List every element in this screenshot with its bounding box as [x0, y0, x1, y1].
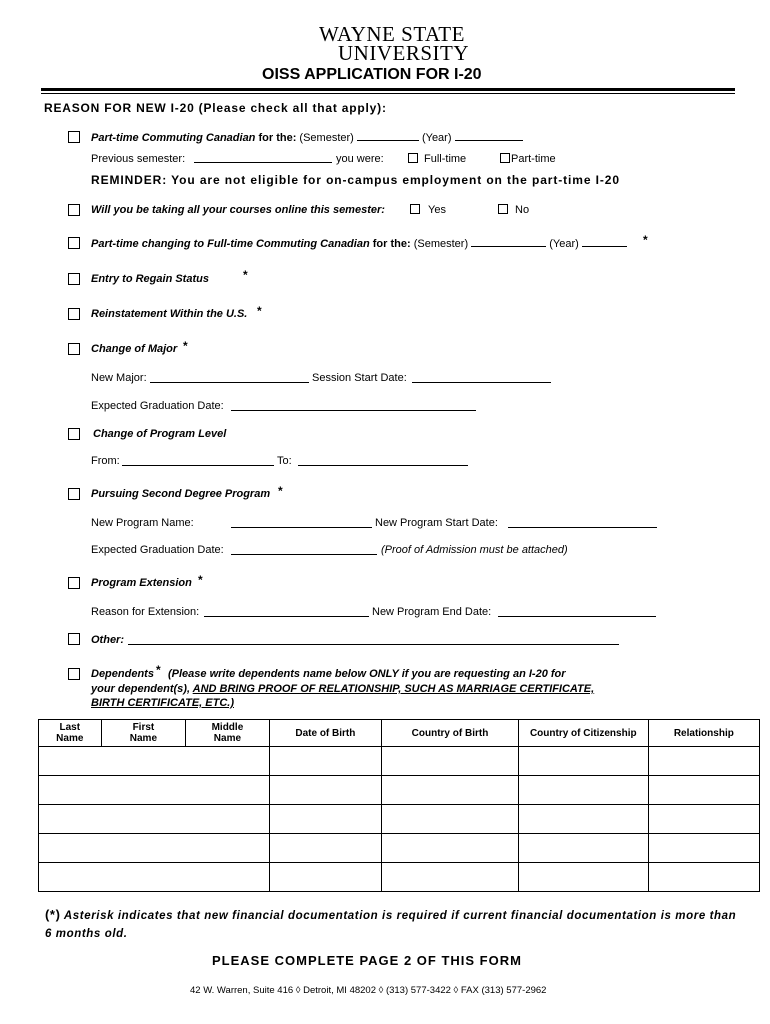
table-cell[interactable] — [269, 863, 381, 892]
dependents-note-line2-underlined: AND BRING PROOF OF RELATIONSHIP, SUCH AS MARRIAGE CERTIFICATE, — [192, 683, 595, 695]
new-major-label: New Major: — [91, 372, 147, 384]
part-time-commuting-label: Part-time Commuting Canadian — [91, 132, 256, 144]
asterisk-change-major: * — [183, 339, 188, 353]
second-expected-grad-label: Expected Graduation Date: — [91, 544, 224, 556]
major-expected-grad-field[interactable] — [231, 401, 476, 411]
regain-status-label: Entry to Regain Status — [91, 273, 209, 285]
table-cell[interactable] — [39, 805, 270, 834]
dependents-label: Dependents — [91, 668, 154, 680]
table-cell[interactable] — [518, 747, 648, 776]
regain-status-checkbox[interactable] — [68, 273, 80, 285]
table-cell[interactable] — [518, 805, 648, 834]
table-cell[interactable] — [518, 863, 648, 892]
office-address: 42 W. Warren, Suite 416 ◊ Detroit, MI 48202 ◊ (313) 577-3422 ◊ FAX (313) 577-2962 — [190, 985, 547, 996]
session-start-label: Session Start Date: — [312, 372, 407, 384]
part-time-label: Part-time — [511, 153, 556, 165]
please-complete-text: PLEASE COMPLETE PAGE 2 OF THIS FORM — [212, 953, 522, 968]
second-degree-label: Pursuing Second Degree Program — [91, 488, 271, 500]
part-time-checkbox[interactable] — [500, 153, 510, 163]
online-no-label: No — [515, 204, 530, 216]
other-checkbox[interactable] — [68, 633, 80, 645]
online-no-checkbox[interactable] — [498, 204, 508, 214]
part-time-commuting-row — [91, 131, 523, 144]
reason-heading: REASON FOR NEW I-20 (Please check all that apply): — [44, 101, 387, 115]
proof-admission-note: (Proof of Admission must be attached) — [381, 544, 568, 556]
table-cell[interactable] — [39, 834, 270, 863]
program-extension-label: Program Extension — [91, 577, 192, 589]
session-start-field[interactable] — [412, 373, 551, 383]
program-extension-checkbox[interactable] — [68, 577, 80, 589]
header-country-of-citizenship: Country of Citizenship — [518, 720, 648, 747]
table-header-row — [39, 720, 760, 747]
previous-semester-field[interactable] — [194, 153, 332, 163]
table-cell[interactable] — [382, 747, 519, 776]
asterisk-regain-status: * — [243, 268, 248, 282]
university-logo-line2: UNIVERSITY — [338, 41, 469, 65]
part-to-full-year-field[interactable] — [582, 237, 627, 247]
asterisk-dependents: * — [156, 663, 161, 677]
semester-field[interactable] — [357, 131, 419, 141]
asterisk-note-text: Asterisk indicates that new financial documentation is required if current financial documentation is more than 6 months old. — [45, 910, 737, 940]
part-time-commuting-checkbox[interactable] — [68, 131, 80, 143]
new-end-date-field[interactable] — [498, 607, 656, 617]
online-yes-checkbox[interactable] — [410, 204, 420, 214]
table-cell[interactable] — [382, 863, 519, 892]
table-cell[interactable] — [518, 834, 648, 863]
full-time-checkbox[interactable] — [408, 153, 418, 163]
reminder-text: REMINDER: You are not eligible for on-campus employment on the part-time I-20 — [91, 173, 620, 187]
semester-label: (Semester) — [299, 132, 354, 144]
dependents-checkbox[interactable] — [68, 668, 80, 680]
table-cell[interactable] — [382, 805, 519, 834]
table-cell[interactable] — [39, 776, 270, 805]
reason-extension-field[interactable] — [204, 607, 369, 617]
part-to-full-label: Part-time changing to Full-time Commuting Canadian — [91, 238, 370, 250]
table-cell[interactable] — [648, 834, 759, 863]
second-degree-checkbox[interactable] — [68, 488, 80, 500]
asterisk-note-mark: (*) — [45, 907, 61, 922]
change-major-checkbox[interactable] — [68, 343, 80, 355]
dependents-table — [38, 719, 760, 892]
other-field[interactable] — [128, 635, 619, 645]
header-country-of-birth: Country of Birth — [382, 720, 519, 747]
new-end-date-label: New Program End Date: — [372, 606, 492, 618]
reinstatement-label: Reinstatement Within the U.S. — [91, 308, 248, 320]
asterisk-second-degree: * — [278, 484, 283, 498]
part-to-full-for-the: for the: — [372, 238, 411, 250]
asterisk-part-to-full: * — [643, 233, 648, 247]
table-cell[interactable] — [648, 747, 759, 776]
table-cell[interactable] — [648, 863, 759, 892]
form-title: OISS APPLICATION FOR I-20 — [262, 66, 482, 83]
change-major-label: Change of Major — [91, 343, 178, 355]
asterisk-note — [45, 906, 745, 943]
table-row — [39, 747, 760, 776]
part-to-full-row — [91, 237, 627, 250]
part-to-full-semester-field[interactable] — [471, 237, 546, 247]
header-date-of-birth: Date of Birth — [269, 720, 381, 747]
table-cell[interactable] — [269, 776, 381, 805]
full-time-label: Full-time — [424, 153, 467, 165]
title-rule-thick — [41, 88, 735, 91]
header-relationship: Relationship — [648, 720, 759, 747]
table-cell[interactable] — [518, 776, 648, 805]
major-expected-grad-label: Expected Graduation Date: — [91, 400, 224, 412]
part-to-full-year-label: (Year) — [549, 238, 579, 250]
reinstatement-checkbox[interactable] — [68, 308, 80, 320]
table-cell[interactable] — [382, 776, 519, 805]
previous-semester-label: Previous semester: — [91, 153, 186, 165]
table-cell[interactable] — [269, 747, 381, 776]
table-cell[interactable] — [648, 776, 759, 805]
for-the-label: for the: — [258, 132, 297, 144]
new-program-name-field[interactable] — [231, 518, 372, 528]
table-cell[interactable] — [39, 747, 270, 776]
you-were-label: you were: — [336, 153, 384, 165]
online-yes-label: Yes — [428, 204, 446, 216]
year-label: (Year) — [421, 132, 452, 144]
header-middle-name: Middle Name — [186, 720, 269, 747]
change-program-level-label: Change of Program Level — [93, 428, 227, 440]
header-last-name: Last Name — [39, 720, 102, 747]
dependents-note-line1: (Please write dependents name below ONLY if you are requesting an I-20 for — [168, 668, 566, 680]
change-program-level-checkbox[interactable] — [68, 428, 80, 440]
table-cell[interactable] — [39, 863, 270, 892]
asterisk-program-extension: * — [198, 573, 203, 587]
to-label: To: — [277, 455, 292, 467]
title-rule-thin — [41, 93, 735, 94]
table-cell[interactable] — [269, 834, 381, 863]
new-program-start-field[interactable] — [508, 518, 657, 528]
online-checkbox[interactable] — [68, 204, 80, 216]
dependents-note-line2 — [91, 683, 594, 695]
to-field[interactable] — [298, 456, 468, 466]
asterisk-reinstatement: * — [257, 304, 262, 318]
reason-extension-label: Reason for Extension: — [91, 606, 200, 618]
part-to-full-semester-label: (Semester) — [413, 238, 469, 250]
from-field[interactable] — [122, 456, 274, 466]
year-field[interactable] — [455, 131, 523, 141]
table-row — [39, 805, 760, 834]
part-to-full-checkbox[interactable] — [68, 237, 80, 249]
table-row — [39, 863, 760, 892]
header-first-name: First Name — [101, 720, 186, 747]
dependents-note-line2-prefix: your dependent(s), — [91, 683, 193, 695]
table-cell[interactable] — [648, 805, 759, 834]
new-major-field[interactable] — [150, 373, 309, 383]
table-cell[interactable] — [382, 834, 519, 863]
online-label: Will you be taking all your courses online this semester: — [91, 204, 385, 216]
second-expected-grad-field[interactable] — [231, 545, 377, 555]
other-label: Other: — [91, 634, 124, 646]
dependents-note-line3: BIRTH CERTIFICATE, ETC.) — [91, 697, 234, 709]
table-row — [39, 834, 760, 863]
from-label: From: — [91, 455, 120, 467]
new-program-name-label: New Program Name: — [91, 517, 194, 529]
new-program-start-label: New Program Start Date: — [375, 517, 498, 529]
table-row — [39, 776, 760, 805]
table-cell[interactable] — [269, 805, 381, 834]
university-logo-line1: WAYNE STATE — [319, 22, 465, 46]
